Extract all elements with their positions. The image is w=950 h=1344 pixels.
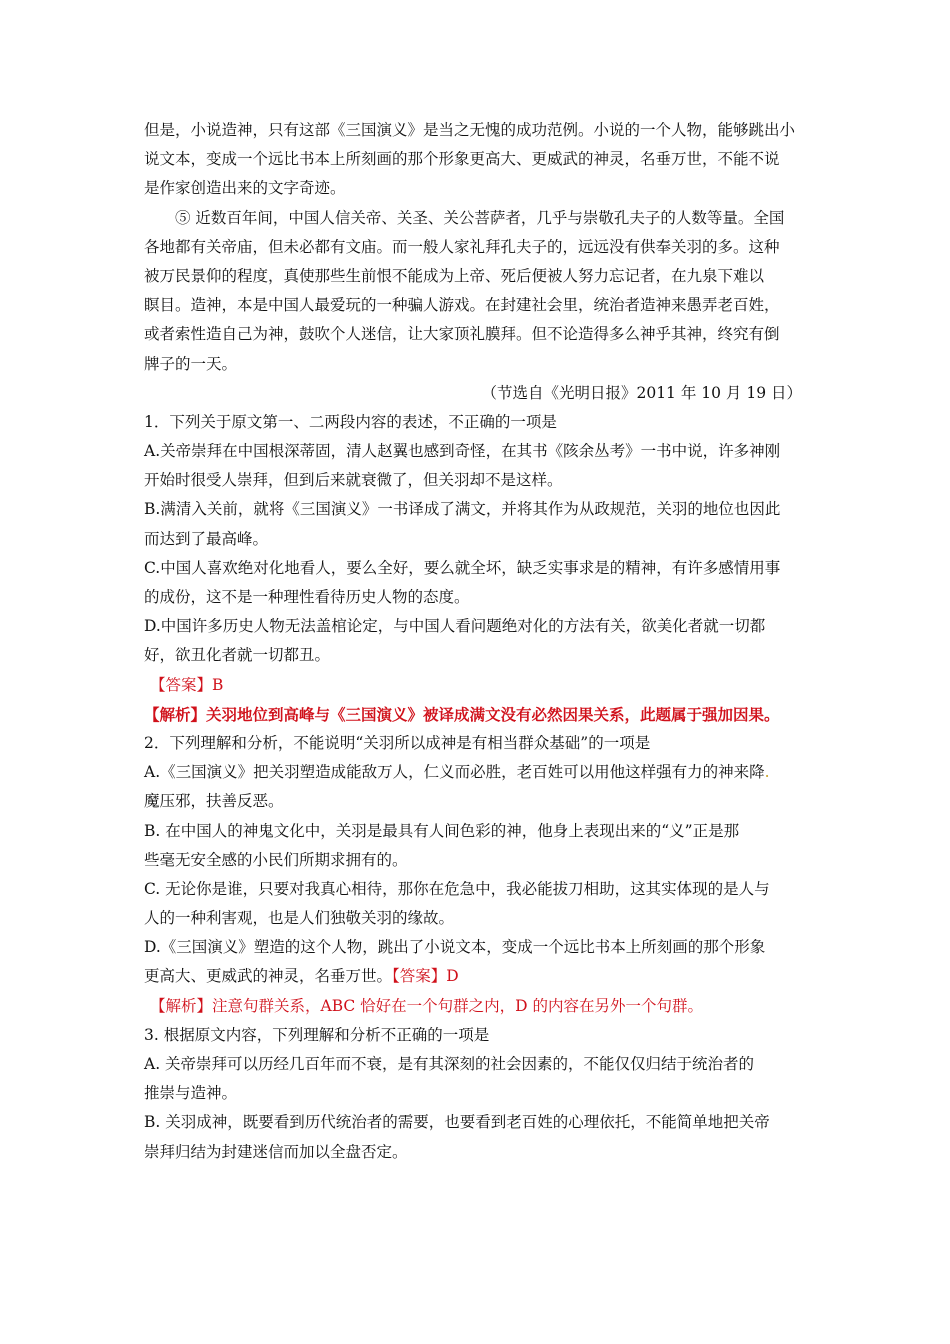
paragraph-line: 各地都有关帝庙，但未必都有文庙。而一般人家礼拜孔夫子的，远远没有供奉关羽的多。这种 [144,237,780,256]
question-1-option-d-cont: 好，欲丑化者就一切都丑。 [144,646,331,665]
source-citation: （节选自《光明日报》2011 年 10 月 19 日） [481,383,802,402]
question-2-stem: 2．下列理解和分析，不能说明“关羽所以成神是有相当群众基础”的一项是 [144,733,651,752]
question-3-stem: 3. 根据原文内容，下列理解和分析不正确的一项是 [144,1025,490,1044]
question-1-option-d: D.中国许多历史人物无法盖棺论定，与中国人看问题绝对化的方法有关，欲美化者就一切都 [144,617,766,636]
paragraph-line: 牌子的一天。 [144,354,238,373]
question-1-option-b-cont: 而达到了最高峰。 [144,529,269,548]
question-2-option-d: D.《三国演义》塑造的这个人物，跳出了小说文本，变成一个远比书本上所刻画的那个形象 [144,938,766,957]
question-2-option-b-cont: 些毫无安全感的小民们所期求拥有的。 [144,850,408,869]
option-text: A.《三国演义》把关羽塑造成能敌万人，仁义而必胜，老百姓可以用他这样强有力的神来降 [144,763,765,782]
document-body [144,116,806,1167]
paragraph-line: 说文本，变成一个远比书本上所刻画的那个形象更高大、更威武的神灵，名垂万世，不能不说 [144,150,780,169]
question-2-option-a-cont: 魔压邪，扶善反恶。 [144,792,284,811]
analysis-text: 注意句群关系，ABC 恰好在一个句群之内，D 的内容在另外一个句群。 [212,996,704,1015]
question-2-analysis [144,992,806,1021]
question-2-option-c-cont: 人的一种利害观，也是人们独敬关羽的缘故。 [144,909,455,928]
question-2-option-a [144,758,806,787]
question-3-option-b-cont: 崇拜归结为封建迷信而加以全盘否定。 [144,1142,408,1161]
question-1-analysis [144,700,806,729]
paragraph-line: 瞑目。造神，本是中国人最爱玩的一种骗人游戏。在封建社会里，统治者造神来愚弄老百姓， [144,296,780,315]
dot-mark: . [764,763,770,782]
question-1-option-c-cont: 的成份，这不是一种理性看待历史人物的态度。 [144,588,470,606]
paragraph-line: ⑤ 近数百年间，中国人信关帝、关圣、关公菩萨者，几乎与崇敬孔夫子的人数等量。全国 [175,208,785,227]
question-2-answer: 【答案】D [392,967,459,986]
paragraph-line: 但是，小说造神，只有这部《三国演义》是当之无愧的成功范例。小说的一个人物，能够跳出小 [144,121,796,139]
paragraph-line: 被万民景仰的程度，真使那些生前恨不能成为上帝、死后便被人努力忘记者，在九泉下难以 [144,266,765,285]
question-1-option-c: C.中国人喜欢绝对化地看人，要么全好，要么就全坏，缺乏实事求是的精神，有许多感情用事 [144,558,781,577]
analysis-text: 关羽地位到高峰与《三国演义》被译成满文没有必然因果关系，此题属于强加因果。 [206,704,780,724]
analysis-label: 【解析】 [144,704,207,724]
analysis-label: 【解析】 [150,996,213,1015]
question-3-option-a: A. 关帝崇拜可以历经几百年而不衰，是有其深刻的社会因素的，不能仅仅归结于统治者的 [144,1055,755,1073]
option-text: 更高大、更威武的神灵，名垂万世。 [144,967,393,986]
question-1-answer: 【答案】B [150,675,224,694]
question-1-option-a-cont: 开始时很受人崇拜，但到后来就衰微了，但关羽却不是这样。 [144,471,563,490]
question-3-option-a-cont: 推崇与造神。 [144,1084,238,1103]
question-3-option-b: B. 关羽成神，既要看到历代统治者的需要，也要看到老百姓的心理依托，不能简单地把关帝 [144,1113,770,1132]
question-2-option-d-cont [144,962,806,991]
question-1-stem: 1．下列关于原文第一、二两段内容的表述，不正确的一项是 [144,412,557,431]
question-2-option-b: B. 在中国人的神鬼文化中，关羽是最具有人间色彩的神，他身上表现出来的“义”正是那 [144,821,740,840]
paragraph-line: 或者索性造自己为神，鼓吹个人迷信，让大家顶礼膜拜。但不论造得多么神乎其神，终究有倒 [144,325,780,344]
question-1-option-a: A.关帝崇拜在中国根深蒂固，清人赵翼也感到奇怪，在其书《陔余丛考》一书中说，许多神刚 [144,442,781,461]
paragraph-line: 是作家创造出来的文字奇迹。 [144,179,346,198]
question-2-option-c: C. 无论你是谁，只要对我真心相待，那你在危急中，我必能拔刀相助，这其实体现的是人与 [144,879,770,898]
question-1-option-b: B.满清入关前，就将《三国演义》一书译成了满文，并将其作为从政规范，关羽的地位也因此 [144,500,781,519]
